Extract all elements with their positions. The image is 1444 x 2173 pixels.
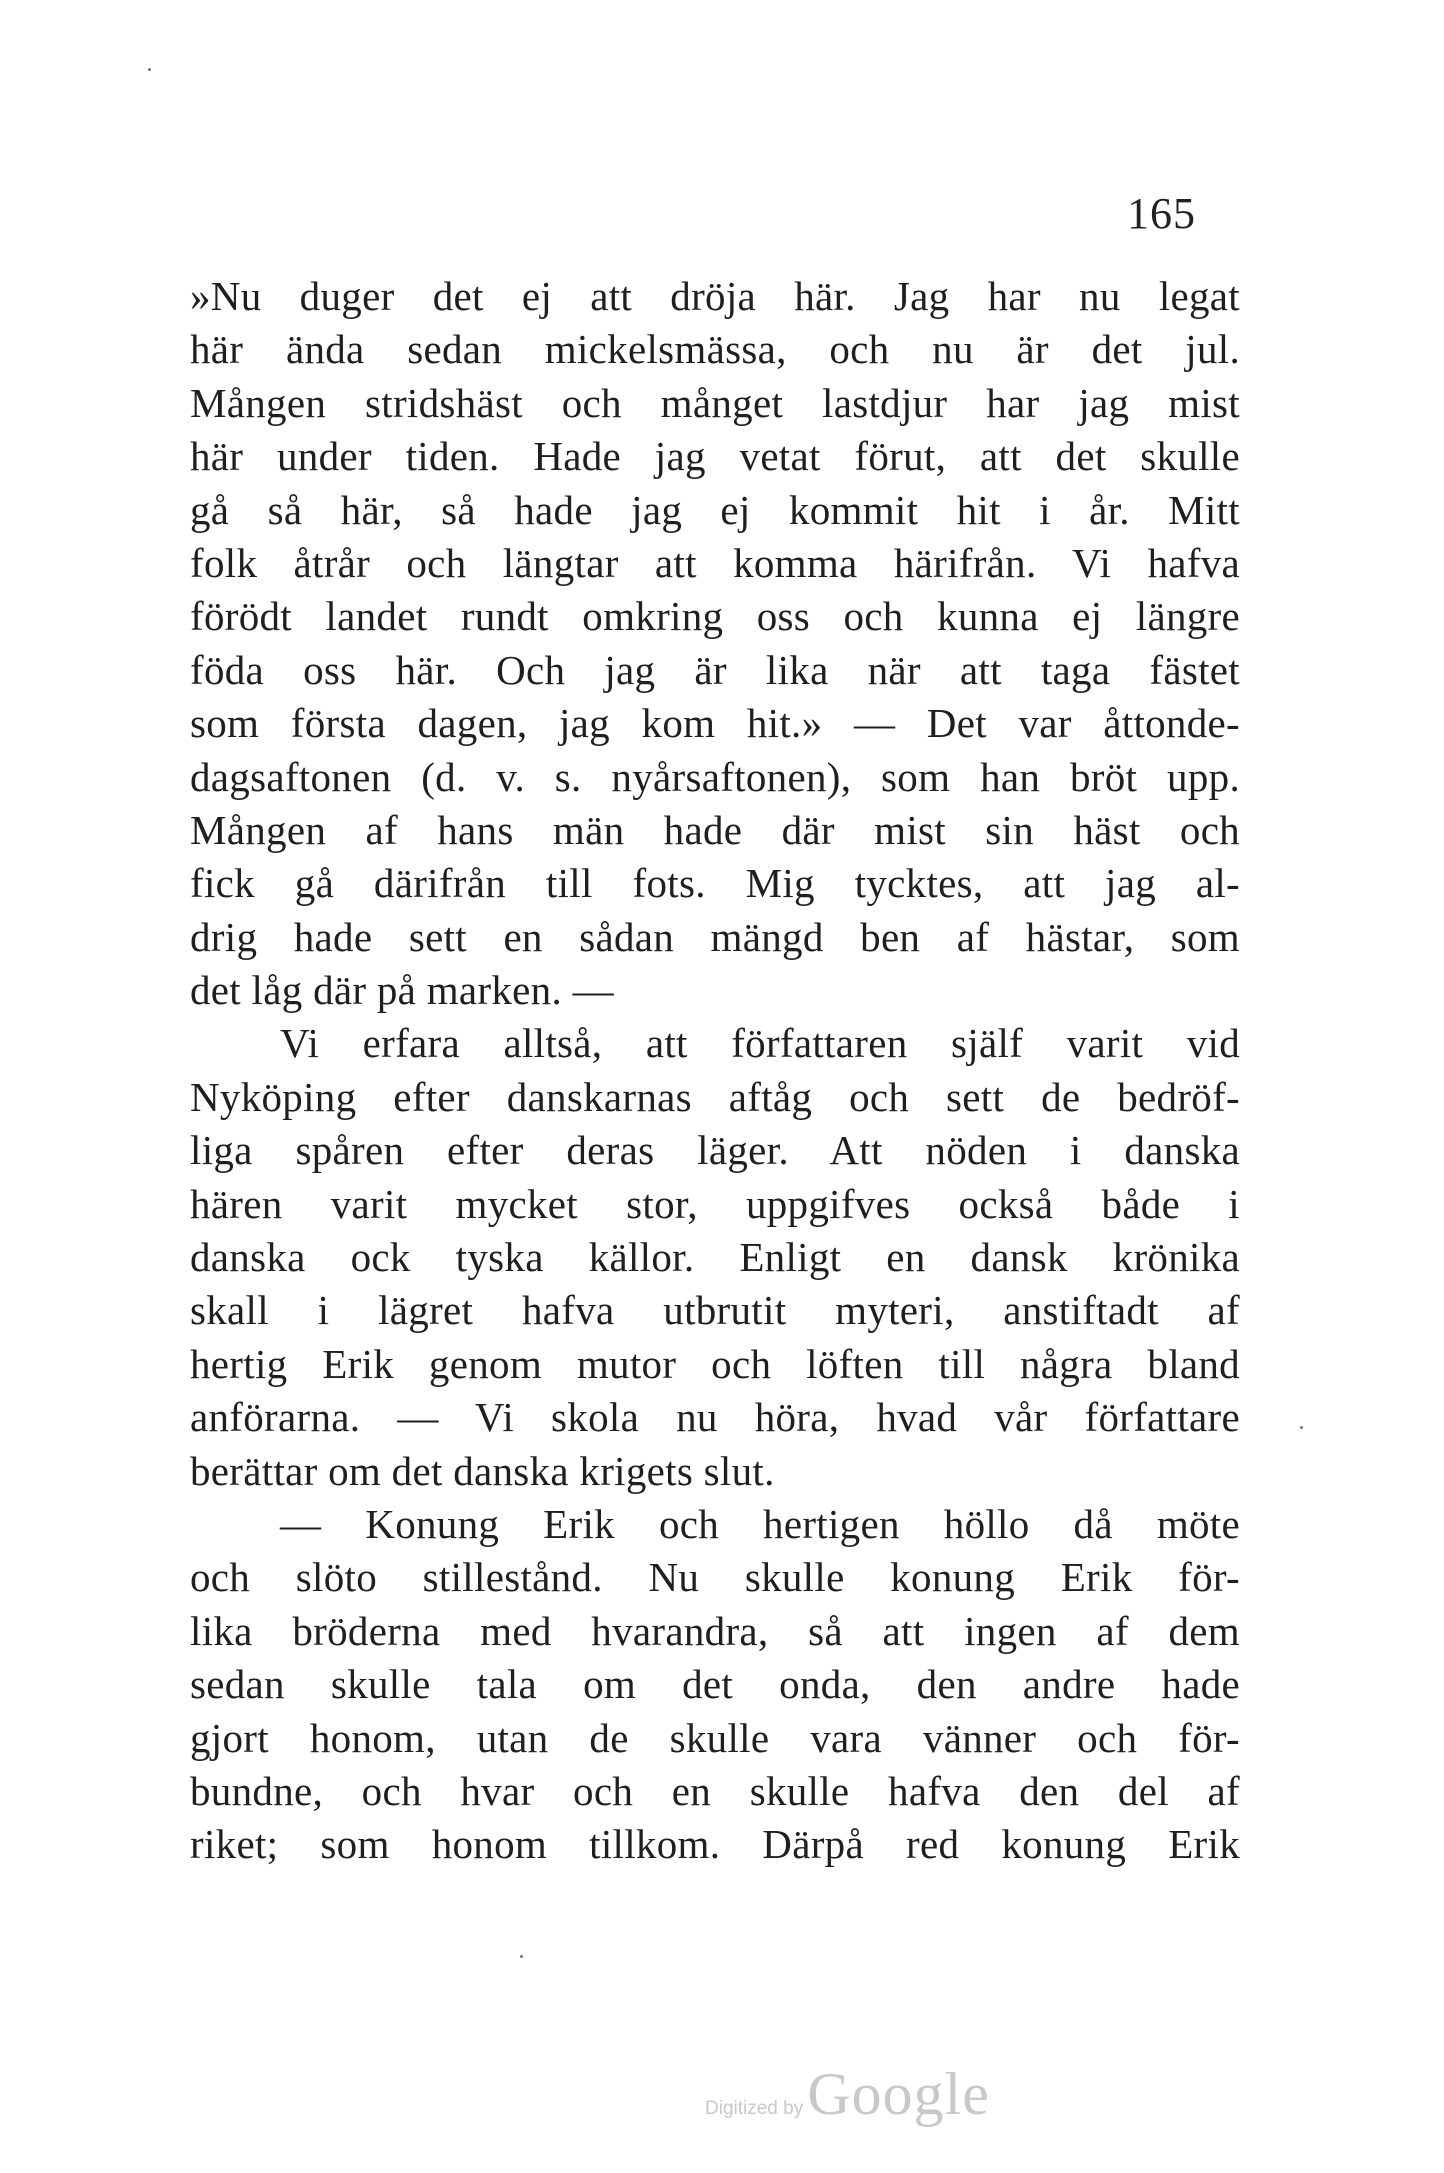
text-line: det låg där på marken. — [190, 967, 614, 1014]
text-line: gå så här, så hade jag ej kommit hit i år. Mitt [190, 486, 1240, 533]
text-line: Mången af hans män hade där mist sin häst och [190, 806, 1240, 853]
text-line: hertig Erik genom mutor och löften till några bland [190, 1340, 1240, 1387]
text-line: föda oss här. Och jag är lika när att taga fästet [190, 646, 1240, 693]
digitized-watermark [705, 2060, 990, 2129]
page-number: 165 [1127, 189, 1196, 238]
text-line: lika bröderna med hvarandra, så att ingen af dem [190, 1607, 1240, 1654]
text-line: drig hade sett en sådan mängd ben af hästar, som [190, 913, 1240, 960]
text-line: berättar om det danska krigets slut. [190, 1447, 775, 1494]
text-line: skall i lägret hafva utbrutit myteri, anstiftadt af [190, 1287, 1240, 1334]
text-line: bundne, och hvar och en skulle hafva den del af [190, 1767, 1240, 1814]
watermark-prefix: Digitized by [705, 2098, 804, 2119]
text-line: Mången stridshäst och månget lastdjur har jag mist [190, 379, 1240, 426]
text-line: danska ock tyska källor. Enligt en dansk krönika [190, 1234, 1240, 1281]
text-line: dagsaftonen (d. v. s. nyårsaftonen), som han bröt upp. [190, 753, 1240, 800]
text-line: här under tiden. Hade jag vetat förut, att det skulle [190, 433, 1240, 480]
body-text [190, 270, 1240, 1872]
text-line: hären varit mycket stor, uppgifves också både i [190, 1180, 1240, 1227]
watermark-logo: Google [807, 2061, 990, 2127]
text-line: Vi erfara alltså, att författaren själf varit vid [280, 1020, 1240, 1067]
text-line: anförarna. — Vi skola nu höra, hvad vår författare [190, 1394, 1240, 1441]
text-line: riket; som honom tillkom. Därpå red konung Erik [190, 1821, 1240, 1868]
paper-speck [148, 68, 151, 71]
text-line: — Konung Erik och hertigen höllo då möte [280, 1500, 1240, 1547]
text-line: »Nu duger det ej att dröja här. Jag har nu legat [190, 273, 1240, 319]
paper-speck [520, 1955, 523, 1958]
text-line: gjort honom, utan de skulle vara vänner och för- [190, 1714, 1240, 1761]
text-line: som första dagen, jag kom hit.» — Det var åttonde- [190, 700, 1240, 747]
text-line: sedan skulle tala om det onda, den andre hade [190, 1661, 1240, 1708]
text-line: förödt landet rundt omkring oss och kunna ej längre [190, 593, 1240, 640]
paper-speck [1300, 1426, 1303, 1429]
text-line: här ända sedan mickelsmässa, och nu är det jul. [190, 326, 1240, 373]
text-line: folk åtrår och längtar att komma härifrån. Vi hafva [190, 539, 1240, 586]
text-line: och slöto stillestånd. Nu skulle konung Erik för- [190, 1554, 1240, 1601]
text-line: fick gå därifrån till fots. Mig tycktes, att jag al- [190, 860, 1240, 907]
text-line: liga spåren efter deras läger. Att nöden i danska [190, 1127, 1240, 1174]
text-line: Nyköping efter danskarnas aftåg och sett de bedröf- [190, 1073, 1240, 1120]
